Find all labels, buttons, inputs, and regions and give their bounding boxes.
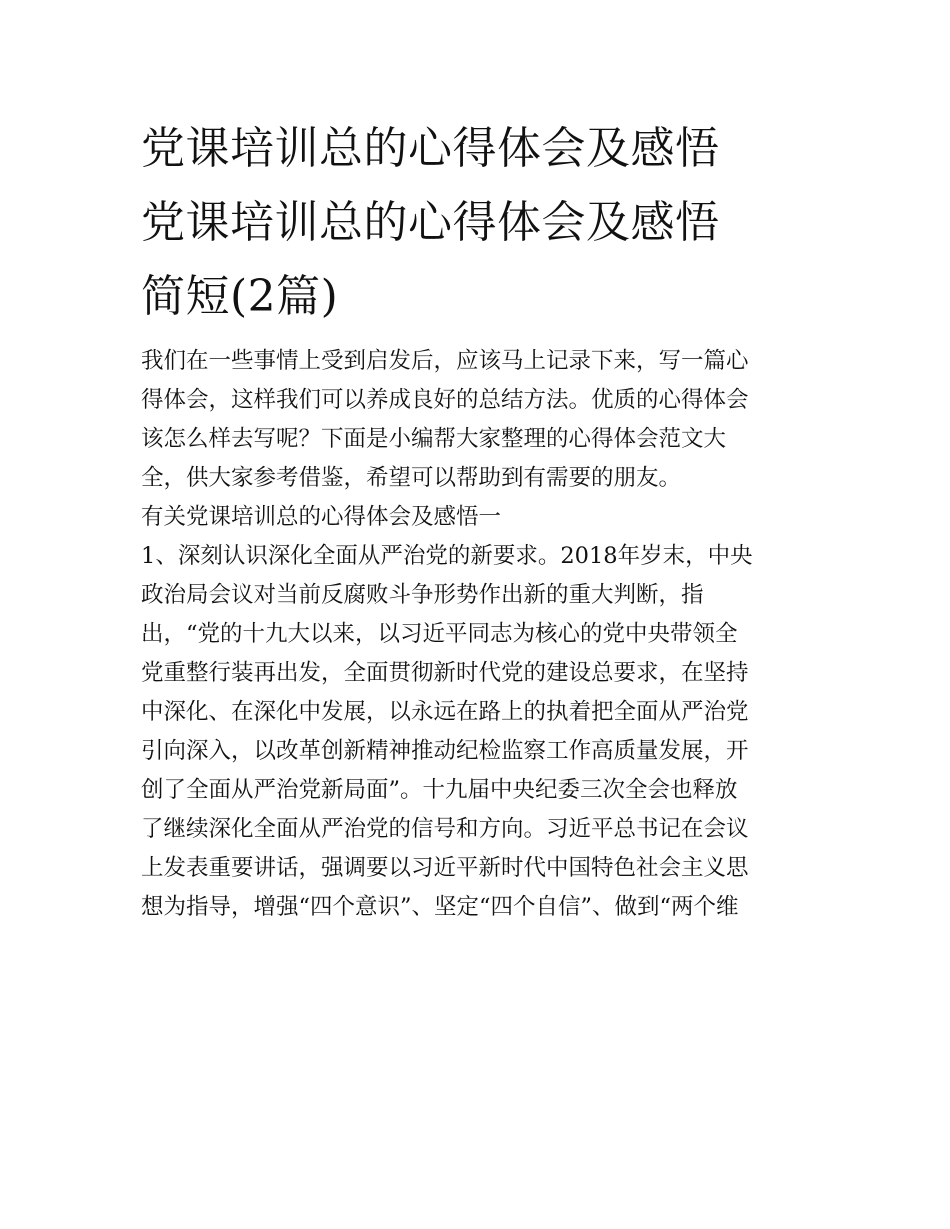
intro-line: 该怎么样去写呢？下面是小编帮大家整理的心得体会范文大 bbox=[141, 426, 727, 452]
title-line: 简短(2篇) bbox=[141, 271, 339, 322]
intro-line: 得体会，这样我们可以养成良好的总结方法。优质的心得体会 bbox=[141, 387, 749, 413]
paragraph-line: 中深化、在深化中发展，以永远在路上的执着把全面从严治党 bbox=[141, 699, 749, 725]
paragraph-line: 了继续深化全面从严治党的信号和方向。习近平总书记在会议 bbox=[141, 816, 749, 842]
paragraph-line: 1、深刻认识深化全面从严治党的新要求。2018年岁末，中央 bbox=[141, 543, 753, 569]
paragraph-line: 创了全面从严治党新局面”。十九届中央纪委三次全会也释放 bbox=[141, 777, 738, 803]
intro-paragraph bbox=[141, 342, 816, 498]
document-title bbox=[141, 112, 816, 334]
paragraph-line: 上发表重要讲话，强调要以习近平新时代中国特色社会主义思 bbox=[141, 855, 749, 881]
body-paragraph bbox=[141, 537, 816, 927]
paragraph-line: 政治局会议对当前反腐败斗争形势作出新的重大判断，指 bbox=[141, 582, 704, 608]
paragraph-line: 想为指导，增强“四个意识”、坚定“四个自信”、做到“两个维 bbox=[141, 894, 739, 920]
document-content bbox=[141, 112, 816, 927]
section-heading: 有关党课培训总的心得体会及感悟一 bbox=[141, 504, 502, 530]
paragraph-line: 引向深入，以改革创新精神推动纪检监察工作高质量发展，开 bbox=[141, 738, 749, 764]
intro-line: 全，供大家参考借鉴，希望可以帮助到有需要的朋友。 bbox=[141, 465, 682, 491]
title-line: 党课培训总的心得体会及感悟 bbox=[141, 123, 720, 174]
paragraph-line: 党重整行装再出发，全面贯彻新时代党的建设总要求，在坚持 bbox=[141, 660, 749, 686]
title-line: 党课培训总的心得体会及感悟 bbox=[141, 197, 720, 248]
intro-line: 我们在一些事情上受到启发后，应该马上记录下来，写一篇心 bbox=[141, 348, 749, 374]
paragraph-line: 出，“党的十九大以来，以习近平同志为核心的党中央带领全 bbox=[141, 621, 738, 647]
